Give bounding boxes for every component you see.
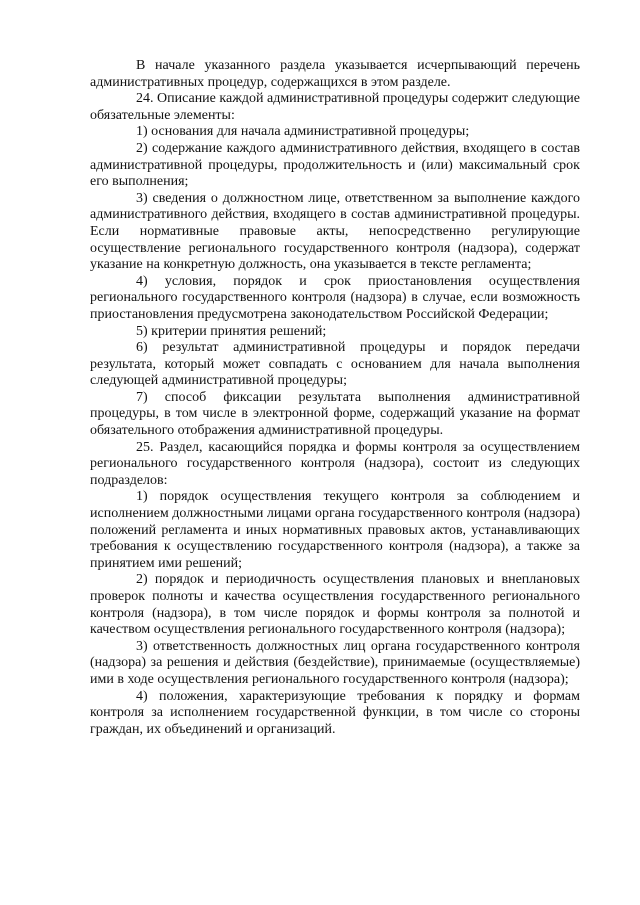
paragraph-intro: В начале указанного раздела указывается исчерпывающий перечень административных процедур, содержащихся в этом разделе. [90,58,580,90]
paragraph-25: 25. Раздел, касающийся порядка и формы контроля за осуществлением регионального государственного контроля (надзора), состоит из следующих подразделов: [90,439,580,488]
list-item-24-4: 4) условия, порядок и срок приостановления осуществления регионального государственного контроля (надзора) в случае, если возможность приостановления предусмотрена законодательством Российской Федерации; [90,273,580,322]
list-item-25-3: 3) ответственность должностных лиц органа государственного контроля (надзора) за решения и действия (бездействие), принимаемые (осуществляемые) ими в ходе осуществления регионального государственного контроля (надзора); [90,638,580,687]
list-item-25-2: 2) порядок и периодичность осуществления плановых и внеплановых проверок полноты и качества осуществления государственного регионального контроля (надзора), в том числе порядок и формы контроля за полнотой и качеством осуществления регионального государственного контроля (надзора); [90,572,580,638]
paragraph-24: 24. Описание каждой административной процедуры содержит следующие обязательные элементы: [90,91,580,123]
list-item-24-2: 2) содержание каждого административного действия, входящего в состав административной процедуры, продолжительность и (или) максимальный срок его выполнения; [90,140,580,190]
list-item-25-4: 4) положения, характеризующие требования к порядку и формам контроля за исполнением государственной функции, в том числе со стороны граждан, их объединений и организаций. [90,688,580,737]
document-page [90,58,580,738]
list-item-24-3: 3) сведения о должностном лице, ответственном за выполнение каждого административного действия, входящего в состав административной процедуры. Если нормативные правовые акты, непосредственно регулирующие осуществление регионального государственного контроля (надзора), содержат указание на конкретную должность, она указывается в тексте регламента; [90,190,580,273]
list-item-24-5: 5) критерии принятия решений; [136,323,327,339]
list-item-24-7: 7) способ фиксации результата выполнения административной процедуры, в том числе в электронной форме, содержащий указание на формат обязательного отображения административной процедуры. [90,389,580,439]
list-item-24-1: 1) основания для начала административной процедуры; [136,124,470,140]
list-item-24-6: 6) результат административной процедуры и порядок передачи результата, который может совпадать с основанием для начала выполнения следующей административной процедуры; [90,340,580,389]
list-item-25-1: 1) порядок осуществления текущего контроля за соблюдением и исполнением должностными лицами органа государственного контроля (надзора) положений регламента и иных нормативных правовых актов, устанавливающих требования к осуществлению государственного контроля (надзора), а также за принятием ими решений; [90,489,580,571]
